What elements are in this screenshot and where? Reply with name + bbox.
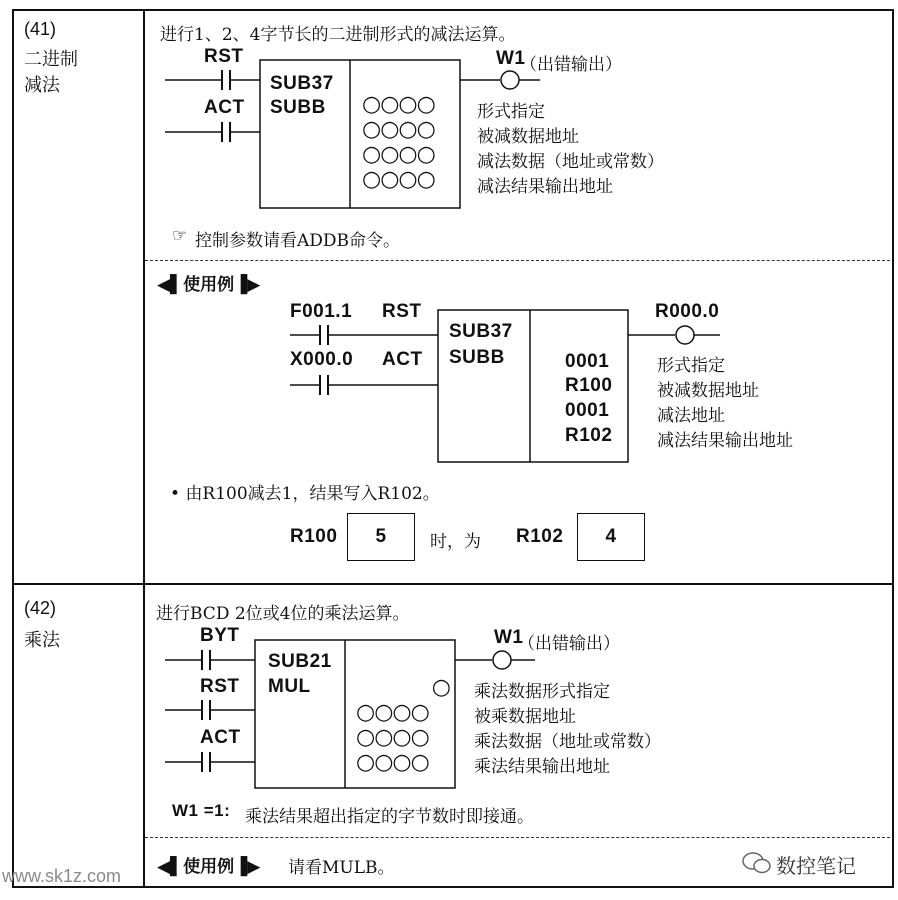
param-label-41-1: 形式指定 [477, 102, 545, 122]
w1-note-label: W1 =1: [172, 801, 231, 820]
circle-row-1: ○ [431, 675, 451, 700]
circle-row-3: ○○○○ [362, 142, 435, 167]
section-42-name: 乘法 [24, 630, 60, 651]
result-box1-label: R100 [290, 526, 338, 547]
section-42-description: 进行BCD 2位或4位的乘法运算。 [156, 604, 410, 624]
example-param-label-1: 形式指定 [657, 356, 725, 376]
example-param-value-4: R102 [565, 425, 613, 446]
param-label-42-2: 被乘数据地址 [474, 707, 576, 727]
func-name-41: SUBB [270, 97, 326, 118]
func-code-42: SUB21 [268, 651, 332, 672]
output-note-42: （出错输出） [518, 634, 620, 654]
input-rst-42: RST [200, 676, 240, 697]
func-code-41: SUB37 [270, 73, 334, 94]
result-box2 [577, 513, 645, 561]
example-output: R000.0 [655, 301, 720, 322]
input-byt-42: BYT [200, 625, 240, 646]
example-param-value-3: 0001 [565, 400, 610, 421]
result-box1 [347, 513, 415, 561]
section-41-number: (41) [24, 19, 57, 39]
input-rst-41: RST [204, 46, 244, 67]
example-param-label-3: 减法地址 [657, 406, 725, 426]
wechat-icon [742, 850, 772, 880]
example-input1: RST [382, 301, 422, 322]
result-box1-value: 5 [375, 526, 387, 547]
circle-row-4: ○○○○ [356, 750, 429, 775]
output-w1-41: W1 [496, 48, 526, 69]
output-note-41: （出错输出） [520, 55, 622, 75]
section-41-name-line1: 二进制 [24, 49, 78, 70]
circle-row-4: ○○○○ [362, 167, 435, 192]
result-box2-value: 4 [605, 526, 617, 547]
example-param-label-2: 被减数据地址 [657, 381, 759, 401]
func-name-42: MUL [268, 676, 311, 697]
dotted-separator-1 [145, 260, 890, 261]
param-circles-41 [362, 92, 452, 192]
example-func-name: SUBB [449, 347, 505, 368]
input-act-41: ACT [204, 97, 245, 118]
circle-row-2: ○○○○ [362, 117, 435, 142]
example-func-code: SUB37 [449, 321, 513, 342]
param-label-41-3: 减法数据（地址或常数） [477, 152, 664, 172]
output-w1-42: W1 [494, 627, 524, 648]
example-input2: ACT [382, 349, 423, 370]
w1-note-text: 乘法结果超出指定的字节数时即接通。 [245, 807, 534, 827]
section-41-note: 控制参数请看ADDB命令。 [195, 231, 401, 251]
circle-row-3: ○○○○ [356, 725, 429, 750]
example-header-41: ◀▌使用例▐▶ [157, 275, 261, 295]
example-bullet: • 由R100减去1，结果写入R102。 [170, 484, 440, 504]
watermark-right: 数控笔记 [776, 854, 856, 878]
example-bracket-right-icon: ▐▶ [234, 857, 261, 877]
result-middle-text: 时，为 [430, 532, 481, 552]
example-input2-addr: X000.0 [290, 349, 354, 370]
example-header-42: ◀▌使用例▐▶ [157, 857, 261, 877]
param-label-41-4: 减法结果输出地址 [477, 177, 613, 197]
example-bracket-left-icon: ◀▌ [157, 275, 184, 295]
example-param-label-4: 减法结果输出地址 [657, 431, 793, 451]
example-text-42: 请看MULB。 [288, 858, 395, 878]
example-bracket-left-icon: ◀▌ [157, 857, 184, 877]
input-act-42: ACT [200, 727, 241, 748]
circle-row-1: ○○○○ [362, 92, 435, 117]
section-42-number: (42) [24, 598, 57, 618]
dotted-separator-2 [145, 837, 890, 838]
example-param-value-1: 0001 [565, 351, 610, 372]
param-label-41-2: 被减数据地址 [477, 127, 579, 147]
hand-pointer-icon: ☞ [172, 226, 188, 246]
section-41-name-line2: 减法 [24, 75, 60, 96]
example-bracket-right-icon: ▐▶ [234, 275, 261, 295]
watermark-left: www.sk1z.com [2, 866, 122, 886]
row-divider [12, 583, 892, 585]
circle-row-2: ○○○○ [356, 700, 429, 725]
section-41-description: 进行1、2、4字节长的二进制形式的减法运算。 [160, 25, 516, 45]
param-label-42-4: 乘法结果输出地址 [474, 757, 610, 777]
param-label-42-3: 乘法数据（地址或常数） [474, 732, 661, 752]
param-label-42-1: 乘法数据形式指定 [474, 682, 610, 702]
bullet-dot-icon: • [170, 484, 181, 504]
example-input1-addr: F001.1 [290, 301, 353, 322]
example-param-value-2: R100 [565, 375, 613, 396]
column-divider [143, 9, 145, 886]
result-box2-label: R102 [516, 526, 564, 547]
param-circles-42 [356, 675, 451, 775]
